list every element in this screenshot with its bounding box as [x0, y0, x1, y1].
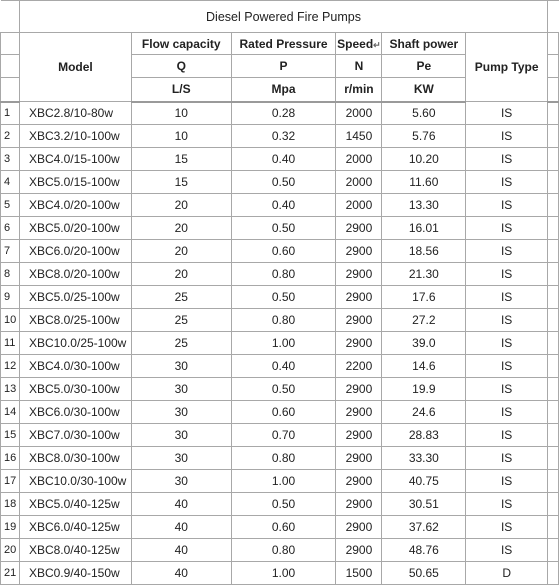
- row-number: 12: [1, 355, 20, 378]
- table-row: [1, 332, 559, 355]
- pump-type-cell: IS: [466, 217, 548, 240]
- spacer-cell: [548, 355, 559, 378]
- table-row: [1, 148, 559, 171]
- pressure-cell: 1.00: [231, 332, 336, 355]
- table-row: [1, 539, 559, 562]
- shaft-power-cell: 10.20: [382, 148, 466, 171]
- row-number: 11: [1, 332, 20, 355]
- shaft-power-cell: 16.01: [382, 217, 466, 240]
- table-row: [1, 263, 559, 286]
- row-number: 1: [1, 102, 20, 125]
- spacer-cell: [548, 470, 559, 493]
- row-number: 8: [1, 263, 20, 286]
- shaft-power-cell: 40.75: [382, 470, 466, 493]
- row-number: 7: [1, 240, 20, 263]
- spacer-cell: [548, 516, 559, 539]
- pressure-cell: 0.80: [231, 263, 336, 286]
- spacer-cell: [548, 102, 559, 125]
- spacer-cell: [548, 539, 559, 562]
- table-row: [1, 378, 559, 401]
- model-cell: XBC5.0/20-100w: [19, 217, 131, 240]
- pressure-cell: 1.00: [231, 562, 336, 585]
- table-row: [1, 470, 559, 493]
- shaft-power-cell: 17.6: [382, 286, 466, 309]
- pressure-cell: 0.60: [231, 240, 336, 263]
- pressure-cell: 0.80: [231, 309, 336, 332]
- pump-type-cell: IS: [466, 332, 548, 355]
- pump-type-cell: IS: [466, 378, 548, 401]
- model-cell: XBC7.0/30-100w: [19, 424, 131, 447]
- pressure-cell: 0.50: [231, 378, 336, 401]
- row-number: 10: [1, 309, 20, 332]
- flow-cell: 40: [131, 516, 231, 539]
- shaft-power-cell: 21.30: [382, 263, 466, 286]
- model-cell: XBC5.0/15-100w: [19, 171, 131, 194]
- pressure-cell: 0.60: [231, 401, 336, 424]
- pump-type-cell: IS: [466, 470, 548, 493]
- speed-cell: 2000: [336, 171, 382, 194]
- pressure-cell: 0.28: [231, 102, 336, 125]
- table-row: [1, 194, 559, 217]
- flow-cell: 20: [131, 217, 231, 240]
- speed-cell: 2900: [336, 217, 382, 240]
- spacer-cell: [548, 309, 559, 332]
- speed-header: Speed↵: [336, 33, 382, 55]
- flow-cell: 15: [131, 148, 231, 171]
- pressure-cell: 0.60: [231, 516, 336, 539]
- shaft-power-cell: 39.0: [382, 332, 466, 355]
- spacer-cell: [548, 263, 559, 286]
- shaft-header: Shaft power: [382, 33, 466, 55]
- pressure-cell: 0.50: [231, 286, 336, 309]
- model-cell: XBC4.0/15-100w: [19, 148, 131, 171]
- flow-cell: 30: [131, 401, 231, 424]
- flow-cell: 10: [131, 125, 231, 148]
- pressure-cell: 0.80: [231, 539, 336, 562]
- speed-cell: 2900: [336, 424, 382, 447]
- speed-cell: 2900: [336, 401, 382, 424]
- row-number: 4: [1, 171, 20, 194]
- pump-type-cell: D: [466, 562, 548, 585]
- spacer-cell: [548, 447, 559, 470]
- shaft-power-cell: 48.76: [382, 539, 466, 562]
- flow-header: Flow capacity: [131, 33, 231, 55]
- pump-type-cell: IS: [466, 125, 548, 148]
- model-cell: XBC8.0/40-125w: [19, 539, 131, 562]
- pump-type-cell: IS: [466, 401, 548, 424]
- pump-type-cell: IS: [466, 309, 548, 332]
- flow-cell: 40: [131, 539, 231, 562]
- row-number: 3: [1, 148, 20, 171]
- flow-cell: 20: [131, 263, 231, 286]
- pump-type-cell: IS: [466, 148, 548, 171]
- row-number: 14: [1, 401, 20, 424]
- shaft-power-cell: 13.30: [382, 194, 466, 217]
- pump-type-cell: IS: [466, 447, 548, 470]
- flow-cell: 25: [131, 332, 231, 355]
- shaft-power-cell: 28.83: [382, 424, 466, 447]
- shaft-power-cell: 30.51: [382, 493, 466, 516]
- pump-type-cell: IS: [466, 102, 548, 125]
- spacer-cell: [548, 424, 559, 447]
- flow-cell: 40: [131, 562, 231, 585]
- table-row: [1, 125, 559, 148]
- shaft-power-cell: 37.62: [382, 516, 466, 539]
- model-header: Model: [19, 33, 131, 102]
- spacer-cell: [548, 562, 559, 585]
- spacer-cell: [548, 378, 559, 401]
- model-cell: XBC6.0/30-100w: [19, 401, 131, 424]
- row-number: 21: [1, 562, 20, 585]
- shaft-power-cell: 27.2: [382, 309, 466, 332]
- pump-type-cell: IS: [466, 171, 548, 194]
- speed-cell: 2900: [336, 240, 382, 263]
- shaft-power-cell: 50.65: [382, 562, 466, 585]
- pressure-cell: 0.50: [231, 217, 336, 240]
- model-cell: XBC6.0/40-125w: [19, 516, 131, 539]
- speed-cell: 2000: [336, 148, 382, 171]
- model-cell: XBC5.0/30-100w: [19, 378, 131, 401]
- pressure-cell: 1.00: [231, 470, 336, 493]
- model-cell: XBC10.0/25-100w: [19, 332, 131, 355]
- shaft-power-cell: 33.30: [382, 447, 466, 470]
- spacer-cell: [548, 332, 559, 355]
- pressure-cell: 0.70: [231, 424, 336, 447]
- table-row: [1, 493, 559, 516]
- row-number: 17: [1, 470, 20, 493]
- spacer-cell: [548, 493, 559, 516]
- flow-symbol: Q: [131, 55, 231, 78]
- spacer-cell: [548, 125, 559, 148]
- speed-cell: 2900: [336, 286, 382, 309]
- table-row: [1, 171, 559, 194]
- row-number: 5: [1, 194, 20, 217]
- pressure-cell: 0.80: [231, 447, 336, 470]
- model-cell: XBC6.0/20-100w: [19, 240, 131, 263]
- table-row: [1, 424, 559, 447]
- speed-cell: 2900: [336, 332, 382, 355]
- model-cell: XBC3.2/10-100w: [19, 125, 131, 148]
- model-cell: XBC8.0/25-100w: [19, 309, 131, 332]
- speed-unit: r/min: [336, 78, 382, 102]
- shaft-power-cell: 24.6: [382, 401, 466, 424]
- row-number: 2: [1, 125, 20, 148]
- table-row: [1, 516, 559, 539]
- speed-cell: 2900: [336, 263, 382, 286]
- table-row: [1, 447, 559, 470]
- table-row: [1, 355, 559, 378]
- flow-cell: 20: [131, 240, 231, 263]
- pressure-cell: 0.40: [231, 355, 336, 378]
- pump-type-cell: IS: [466, 355, 548, 378]
- pressure-cell: 0.32: [231, 125, 336, 148]
- spacer-cell: [548, 171, 559, 194]
- flow-cell: 20: [131, 194, 231, 217]
- pressure-unit: Mpa: [231, 78, 336, 102]
- model-cell: XBC5.0/40-125w: [19, 493, 131, 516]
- pressure-header: Rated Pressure: [231, 33, 336, 55]
- model-cell: XBC8.0/30-100w: [19, 447, 131, 470]
- speed-cell: 2900: [336, 493, 382, 516]
- row-number: 9: [1, 286, 20, 309]
- table-row: [1, 102, 559, 125]
- speed-cell: 1450: [336, 125, 382, 148]
- table-row: [1, 309, 559, 332]
- speed-cell: 2000: [336, 102, 382, 125]
- flow-cell: 30: [131, 447, 231, 470]
- shaft-power-cell: 5.76: [382, 125, 466, 148]
- pump-type-cell: IS: [466, 493, 548, 516]
- row-number: 13: [1, 378, 20, 401]
- table-row: [1, 240, 559, 263]
- speed-cell: 2900: [336, 470, 382, 493]
- flow-cell: 25: [131, 286, 231, 309]
- pressure-cell: 0.40: [231, 148, 336, 171]
- pump-type-cell: IS: [466, 424, 548, 447]
- pump-type-header: Pump Type: [466, 33, 548, 102]
- flow-cell: 30: [131, 355, 231, 378]
- pump-type-cell: IS: [466, 194, 548, 217]
- shaft-symbol: Pe: [382, 55, 466, 78]
- model-cell: XBC4.0/20-100w: [19, 194, 131, 217]
- model-cell: XBC5.0/25-100w: [19, 286, 131, 309]
- flow-cell: 10: [131, 102, 231, 125]
- pressure-symbol: P: [231, 55, 336, 78]
- spacer-cell: [548, 286, 559, 309]
- speed-cell: 2900: [336, 309, 382, 332]
- spacer-cell: [548, 148, 559, 171]
- table-row: [1, 217, 559, 240]
- row-number: 18: [1, 493, 20, 516]
- model-cell: XBC0.9/40-150w: [19, 562, 131, 585]
- row-number: 19: [1, 516, 20, 539]
- speed-cell: 2000: [336, 194, 382, 217]
- model-cell: XBC4.0/30-100w: [19, 355, 131, 378]
- row-number: 15: [1, 424, 20, 447]
- speed-cell: 2200: [336, 355, 382, 378]
- shaft-power-cell: 5.60: [382, 102, 466, 125]
- row-number: 20: [1, 539, 20, 562]
- row-number: 16: [1, 447, 20, 470]
- flow-cell: 25: [131, 309, 231, 332]
- pump-type-cell: IS: [466, 516, 548, 539]
- speed-cell: 2900: [336, 539, 382, 562]
- pressure-cell: 0.50: [231, 171, 336, 194]
- spacer-cell: [548, 240, 559, 263]
- speed-symbol: N: [336, 55, 382, 78]
- table-row: [1, 562, 559, 585]
- speed-cell: 2900: [336, 378, 382, 401]
- flow-cell: 30: [131, 378, 231, 401]
- speed-cell: 2900: [336, 447, 382, 470]
- spacer-cell: [548, 194, 559, 217]
- table-title: Diesel Powered Fire Pumps: [19, 1, 547, 33]
- shaft-power-cell: 18.56: [382, 240, 466, 263]
- pressure-cell: 0.50: [231, 493, 336, 516]
- pump-type-cell: IS: [466, 240, 548, 263]
- spacer-cell: [548, 401, 559, 424]
- shaft-power-cell: 14.6: [382, 355, 466, 378]
- row-number: 6: [1, 217, 20, 240]
- flow-cell: 30: [131, 470, 231, 493]
- table-row: [1, 401, 559, 424]
- flow-unit: L/S: [131, 78, 231, 102]
- flow-cell: 30: [131, 424, 231, 447]
- shaft-power-cell: 11.60: [382, 171, 466, 194]
- pump-type-cell: IS: [466, 263, 548, 286]
- speed-cell: 1500: [336, 562, 382, 585]
- speed-cell: 2900: [336, 516, 382, 539]
- shaft-unit: KW: [382, 78, 466, 102]
- model-cell: XBC2.8/10-80w: [19, 102, 131, 125]
- flow-cell: 40: [131, 493, 231, 516]
- table-row: [1, 286, 559, 309]
- model-cell: XBC8.0/20-100w: [19, 263, 131, 286]
- model-cell: XBC10.0/30-100w: [19, 470, 131, 493]
- shaft-power-cell: 19.9: [382, 378, 466, 401]
- pump-type-cell: IS: [466, 286, 548, 309]
- pressure-cell: 0.40: [231, 194, 336, 217]
- flow-cell: 15: [131, 171, 231, 194]
- spacer-cell: [548, 217, 559, 240]
- pump-type-cell: IS: [466, 539, 548, 562]
